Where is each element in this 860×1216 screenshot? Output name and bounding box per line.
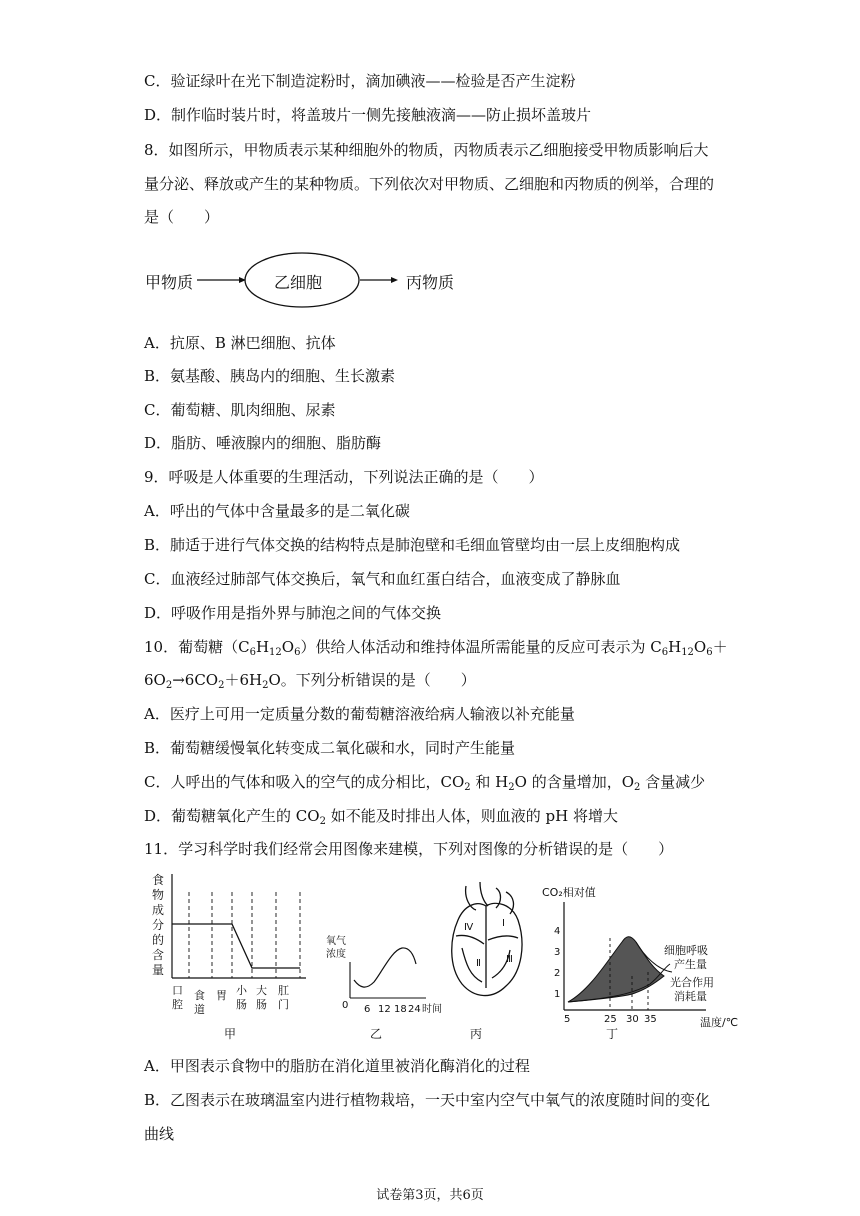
jia-ylabel-char: 分	[152, 918, 165, 932]
chamber-4-label: Ⅳ	[464, 922, 474, 933]
chamber-3-label: Ⅲ	[506, 954, 513, 965]
question-8-line-3: 是（ ）	[144, 208, 220, 226]
svg-text:18: 18	[394, 1004, 407, 1015]
figure-bing	[436, 878, 536, 1047]
option-8b: B．氨基酸、胰岛内的细胞、生长激素	[144, 367, 396, 385]
option-8a: A．抗原、B 淋巴细胞、抗体	[144, 334, 336, 352]
yi-ticks	[342, 1000, 421, 1015]
jia-ylabel-char: 的	[152, 933, 165, 947]
jia-dividers	[189, 892, 300, 978]
ding-xticks	[564, 1014, 657, 1025]
question-10-line-2: $6O_2\to 6CO_2+6H_2O$。下列分析错误的是（ ）	[144, 671, 476, 691]
option-8c-prev: C．验证绿叶在光下制造淀粉时，滴加碘液——检验是否产生淀粉	[144, 72, 576, 90]
jia-curve	[172, 924, 300, 968]
svg-text:口: 口	[172, 984, 183, 997]
flow-left-label: 甲物质	[145, 273, 194, 292]
flow-right-label: 丙物质	[406, 273, 455, 292]
page-footer: 试卷第3页，共6页	[376, 1188, 484, 1203]
jia-ylabel-char: 含	[152, 948, 165, 962]
svg-text:0: 0	[342, 1000, 349, 1011]
chamber-2-label: Ⅱ	[476, 958, 481, 969]
svg-text:5: 5	[564, 1014, 571, 1025]
question-9: 9．呼吸是人体重要的生理活动，下列说法正确的是（ ）	[144, 468, 544, 486]
yi-curve	[354, 948, 416, 987]
svg-text:3: 3	[554, 947, 561, 958]
option-9b: B．肺适于进行气体交换的结构特点是肺泡壁和毛细血管壁均由一层上皮细胞构成	[144, 536, 681, 554]
option-10b: B．葡萄糖缓慢氧化转变成二氧化碳和水，同时产生能量	[144, 739, 516, 757]
option-9d: D．呼吸作用是指外界与肺泡之间的气体交换	[144, 604, 442, 622]
svg-text:25: 25	[604, 1014, 617, 1025]
yi-ylabel-line2: 浓度	[326, 949, 346, 960]
option-11b-line-2: 曲线	[144, 1125, 175, 1143]
legend-photosynthesis-2: 消耗量	[674, 990, 707, 1003]
yi-xlabel: 时间	[422, 1004, 442, 1015]
question-8-line-2: 量分泌、释放或产生的某种物质。下列依次对甲物质、乙细胞和丙物质的例举，合理的	[144, 175, 715, 193]
svg-text:门: 门	[278, 998, 289, 1011]
svg-text:6: 6	[364, 1004, 371, 1015]
figure-ding	[540, 880, 746, 1047]
chamber-1-label: Ⅰ	[502, 918, 505, 929]
question-10-line-1: 10．葡萄糖$(C_6H_{12}O_6)$供给人体活动和维持体温所需能量的反应可表示为 $C_6H_{12}O_6+$	[144, 638, 728, 658]
svg-text:肠: 肠	[236, 998, 247, 1011]
jia-caption: 甲	[224, 1027, 237, 1041]
flow-middle-label: 乙细胞	[274, 273, 323, 292]
ding-caption: 丁	[606, 1027, 619, 1041]
svg-text:小: 小	[236, 984, 247, 997]
svg-text:胃: 胃	[216, 989, 227, 1002]
svg-text:肠: 肠	[256, 998, 267, 1011]
question-11: 11．学习科学时我们经常会用图像来建模，下列对图像的分析错误的是（ ）	[144, 840, 674, 858]
svg-text:食: 食	[194, 989, 205, 1002]
bing-caption: 丙	[470, 1027, 483, 1041]
svg-text:24: 24	[408, 1004, 421, 1015]
svg-text:30: 30	[626, 1014, 639, 1025]
option-8d: D．脂肪、唾液腺内的细胞、脂肪酶	[144, 434, 382, 452]
jia-ylabel-char: 量	[152, 963, 165, 977]
yi-caption: 乙	[370, 1027, 383, 1041]
figure-jia	[148, 872, 328, 1047]
jia-ylabel-char: 食	[152, 873, 165, 887]
svg-text:肛: 肛	[278, 984, 289, 997]
svg-text:道: 道	[194, 1003, 205, 1016]
ding-shaded-region	[568, 937, 664, 1002]
ding-yticks	[554, 926, 560, 1000]
jia-organ-labels	[172, 983, 289, 1016]
option-9c: C．血液经过肺部气体交换后，氧气和血红蛋白结合，血液变成了静脉血	[144, 570, 621, 588]
svg-text:大: 大	[256, 984, 267, 997]
legend-photosynthesis-1: 光合作用	[670, 976, 714, 989]
option-10d: D．葡萄糖氧化产生的 $CO_2$ 如不能及时排出人体，则血液的 pH 将增大	[144, 807, 618, 827]
legend-respiration-1: 细胞呼吸	[664, 944, 708, 957]
ding-xlabel: 温度/℃	[700, 1016, 739, 1029]
svg-text:35: 35	[644, 1014, 657, 1025]
option-10a: A．医疗上可用一定质量分数的葡萄糖溶液给病人输液以补充能量	[144, 705, 575, 723]
ding-ylabel: CO₂相对值	[542, 886, 596, 899]
heart-chamber-labels	[464, 918, 513, 969]
ding-legend	[664, 944, 714, 1003]
svg-text:12: 12	[378, 1004, 391, 1015]
option-8c: C．葡萄糖、肌肉细胞、尿素	[144, 401, 336, 419]
flow-arrowhead-2	[391, 277, 398, 283]
question-8-line-1: 8．如图所示，甲物质表示某种细胞外的物质，丙物质表示乙细胞接受甲物质影响后大	[144, 141, 709, 159]
option-9a: A．呼出的气体中含量最多的是二氧化碳	[144, 502, 410, 520]
jia-ylabel	[152, 873, 164, 977]
option-11b-line-1: B．乙图表示在玻璃温室内进行植物栽培，一天中室内空气中氧气的浓度随时间的变化	[144, 1091, 711, 1109]
option-10c: C．人呼出的气体和吸入的空气的成分相比，$CO_2$ 和 $H_2O$ 的含量增加，$O_2$ 含量减少	[144, 773, 706, 793]
legend-respiration-2: 产生量	[674, 958, 707, 971]
figure-yi	[322, 920, 452, 1047]
yi-ylabel-line1: 氧气	[326, 936, 346, 947]
option-11a: A．甲图表示食物中的脂肪在消化道里被消化酶消化的过程	[144, 1057, 530, 1075]
jia-ylabel-char: 成	[152, 903, 165, 917]
svg-text:4: 4	[554, 926, 561, 937]
heart-outline-icon	[452, 882, 522, 996]
svg-text:1: 1	[554, 989, 561, 1000]
svg-text:腔: 腔	[172, 998, 183, 1011]
jia-ylabel-char: 物	[152, 888, 165, 902]
svg-text:2: 2	[554, 968, 561, 979]
option-8d-prev: D．制作临时装片时，将盖玻片一侧先接触液滴——防止损坏盖玻片	[144, 106, 592, 124]
